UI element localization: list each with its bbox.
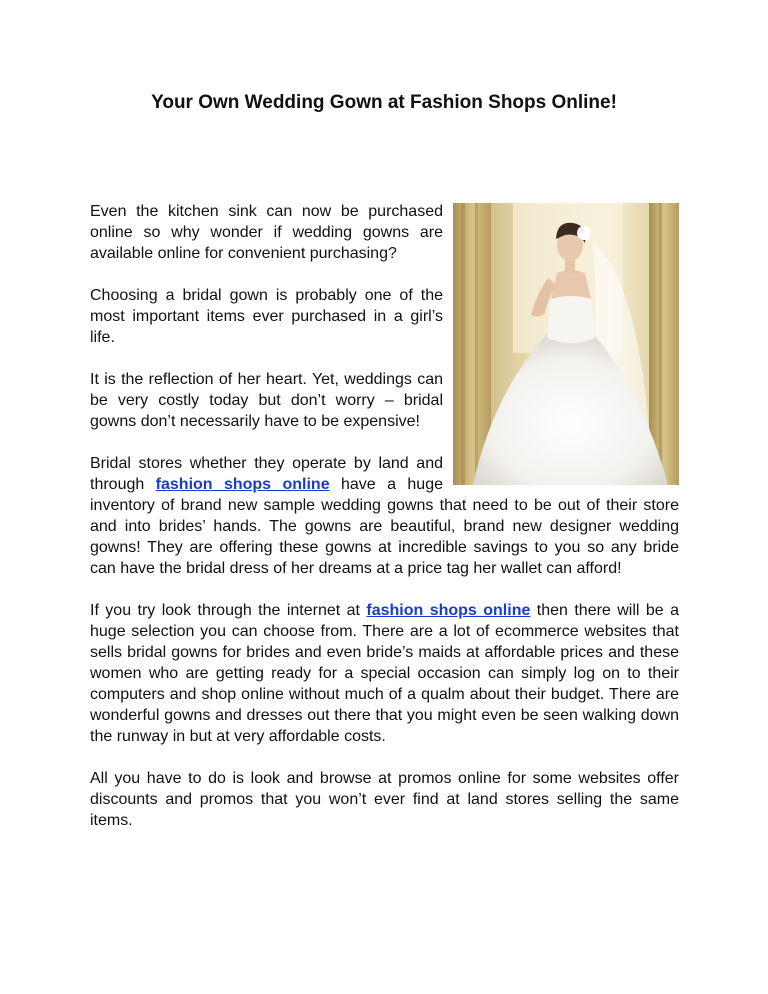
article-body (90, 201, 679, 852)
fashion-shops-online-link-2[interactable]: fashion shops online (366, 602, 531, 619)
paragraph-2: Choosing a bridal gown is probably one of the most important items ever purchased in a girl’s life. (90, 287, 443, 346)
paragraph-4-text-start: Bridal stores whether they operate by land and through (90, 455, 443, 493)
paragraph-5-text-start: If you try look through the internet at (90, 602, 367, 619)
paragraph-1: Even the kitchen sink can now be purchased online so why wonder if wedding gowns are available online for convenient purchasing? (90, 203, 443, 262)
bride-photo (453, 203, 679, 485)
page-title: Your Own Wedding Gown at Fashion Shops Online! (151, 92, 617, 113)
fashion-shops-online-link-1[interactable]: fashion shops online (155, 476, 330, 493)
paragraph-4-text-end: have a huge inventory of brand new sample wedding gowns that need to be out of their store and into brides’ hands. The gowns are beautiful, brand new designer wedding gowns! They are offering these gowns at incredible savings to you so any bride can have the bridal dress of her dreams at a price tag her wallet can afford! (90, 476, 679, 577)
paragraph-3: It is the reflection of her heart. Yet, weddings can be very costly today but don’t worry – bridal gowns don’t necessarily have to be expensive! (90, 371, 443, 430)
paragraph-6: All you have to do is look and browse at promos online for some websites offer discounts and promos that you won’t ever find at land stores selling the same items. (90, 770, 679, 829)
paragraph-5 (90, 600, 679, 747)
paragraph-5-text-end: then there will be a huge selection you can choose from. There are a lot of ecommerce websites that sells bridal gowns for brides and even bride’s maids at affordable prices and these women who are getting ready for a special occasion can simply log on to their computers and shop online without much of a qualm about their budget. There are wonderful gowns and dresses out there that you might even be seen walking down the runway in but at very affordable costs. (90, 602, 680, 745)
